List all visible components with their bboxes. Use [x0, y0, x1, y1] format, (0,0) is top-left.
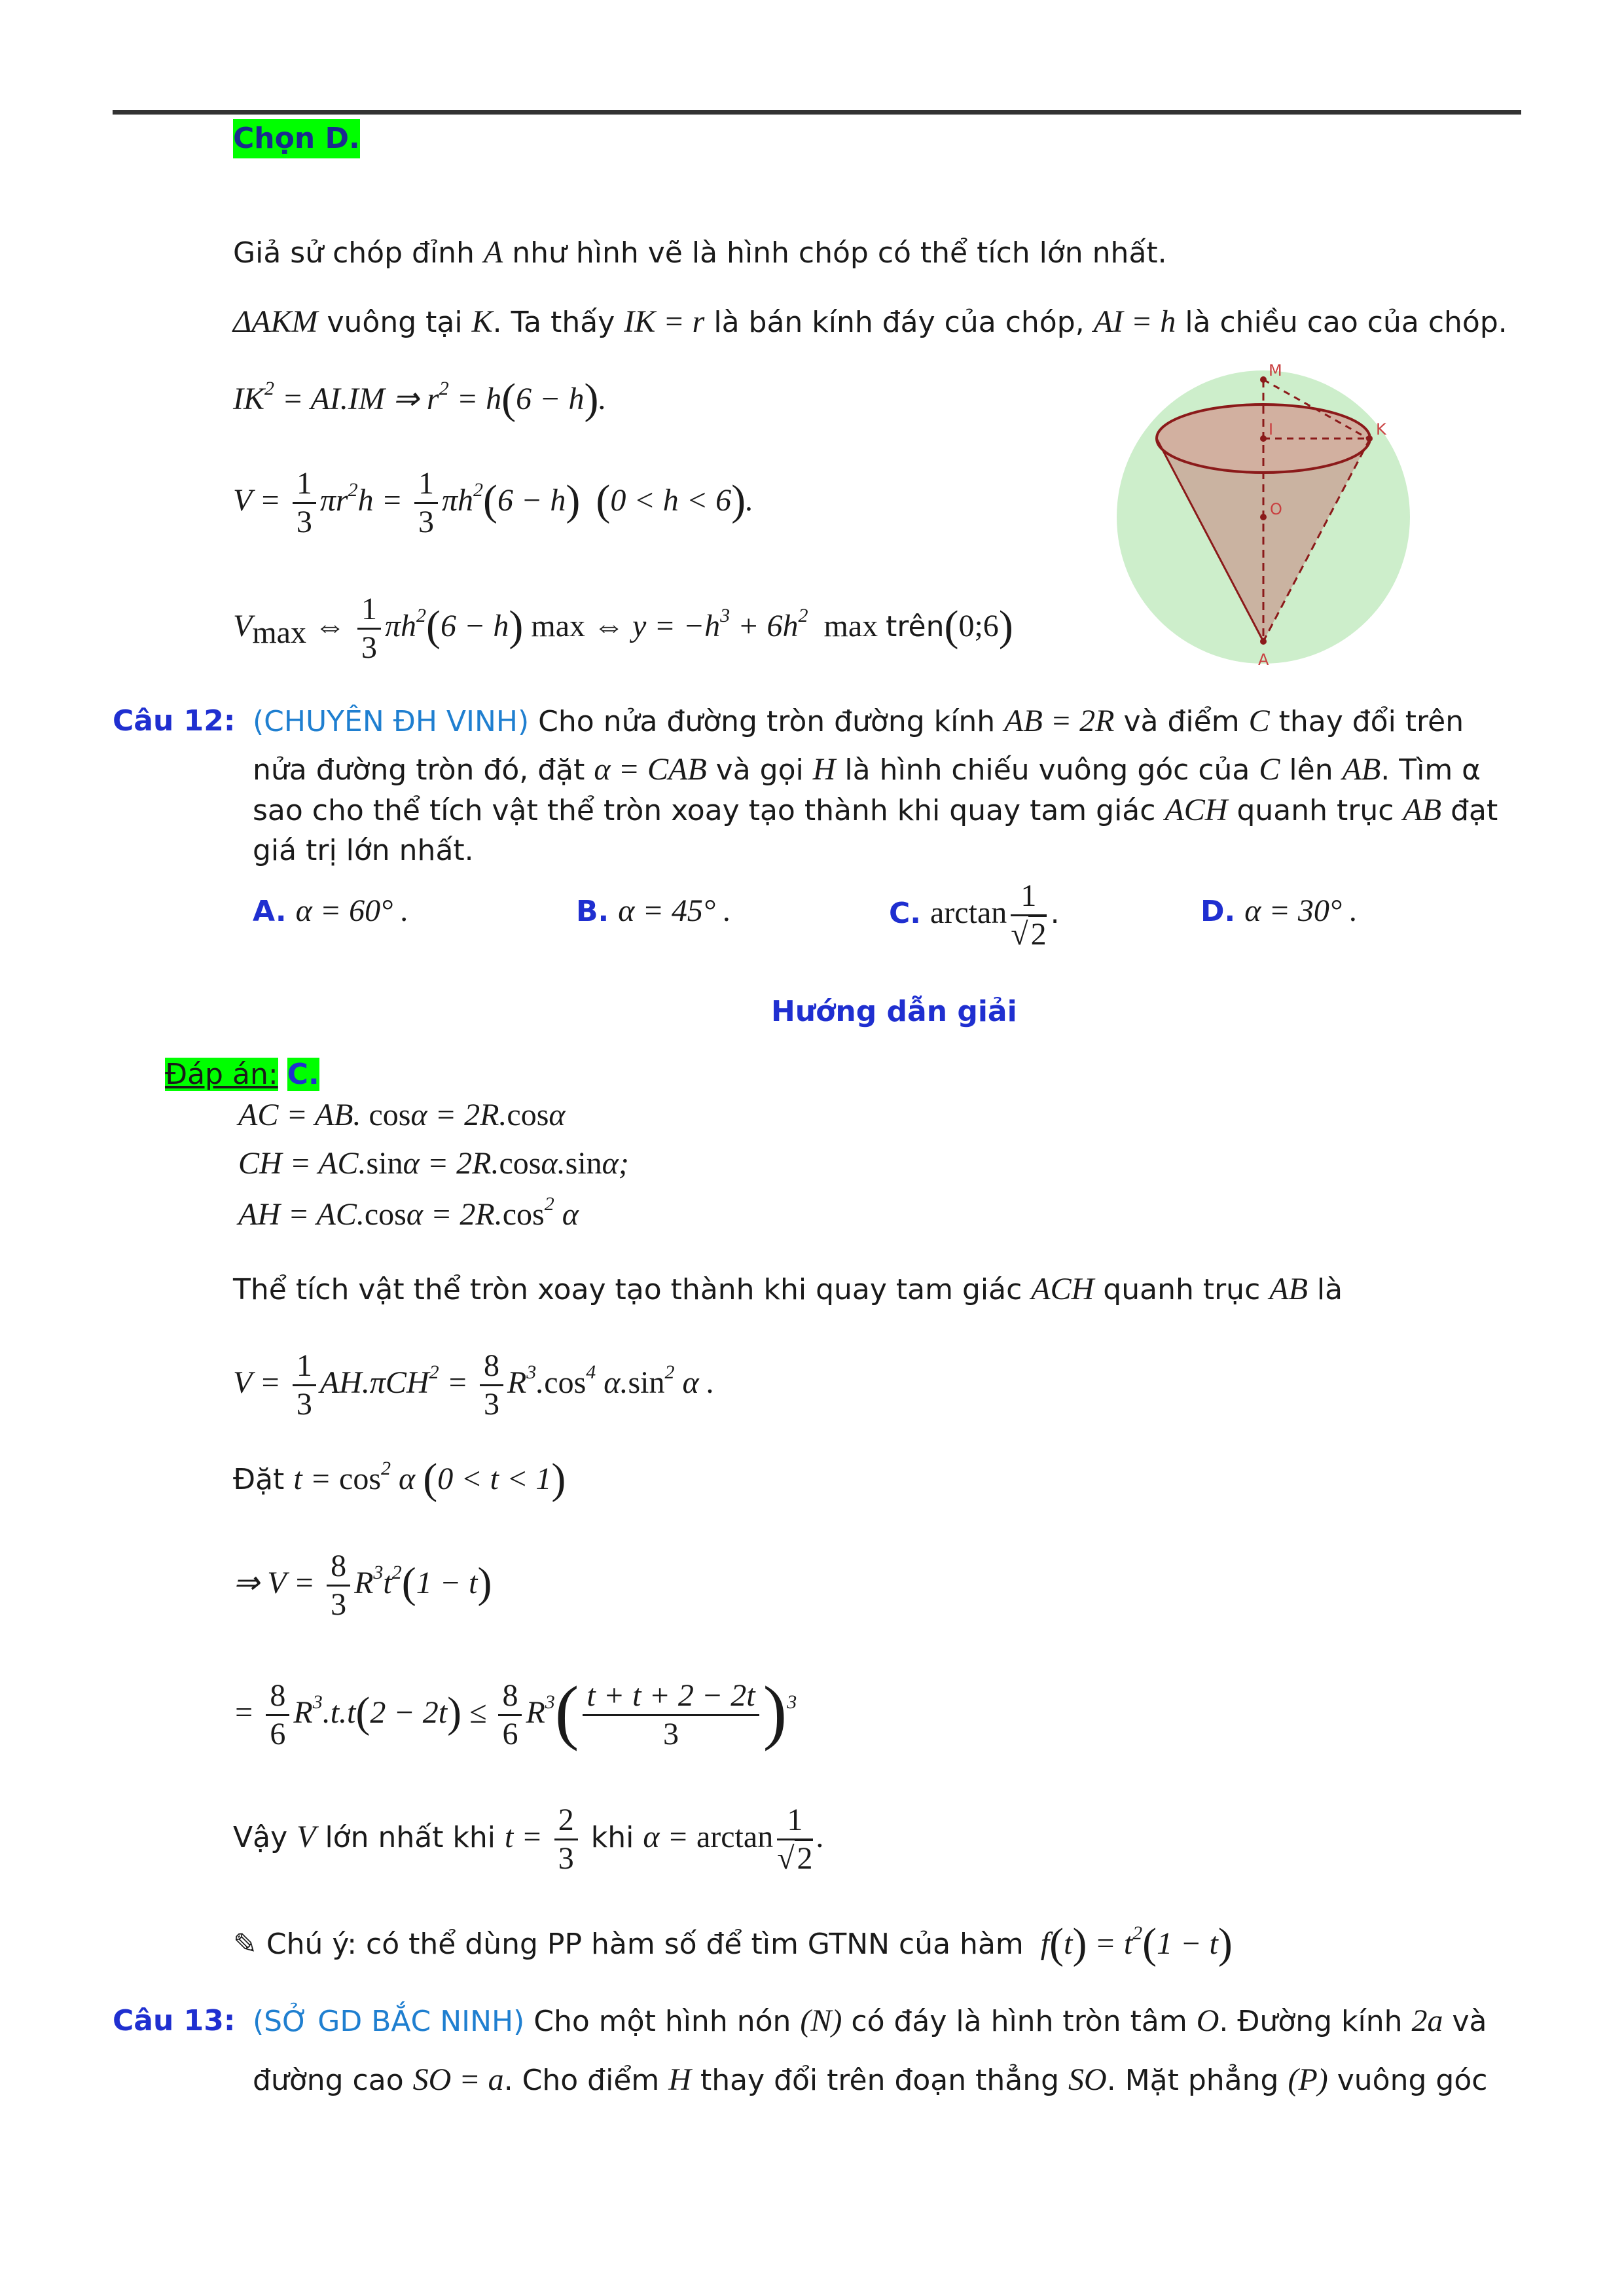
- math-var: ACH: [1031, 1272, 1094, 1306]
- cone-in-sphere-figure: [1113, 353, 1414, 694]
- text: vuông tại: [327, 306, 463, 339]
- question-12-line-1: [253, 702, 1464, 742]
- text: thay đổi trên: [1278, 705, 1464, 738]
- text: khi: [590, 1821, 634, 1854]
- point-i: [1260, 435, 1267, 442]
- question-13-line-1: [253, 2001, 1487, 2041]
- top-rule: [113, 110, 1521, 115]
- math-var: (N): [800, 2003, 842, 2038]
- question-source: (CHUYÊN ĐH VINH): [253, 705, 530, 738]
- option-d[interactable]: [1200, 891, 1358, 931]
- formula-volume-2: V = $\frac{1}{3}$ AH.πCH$^2$ = $\frac{8}{3}$ $R^3.\cos^4$ $\alpha.\sin^2$ α .: [233, 1348, 715, 1422]
- point-a: [1260, 638, 1267, 645]
- math-var: AB: [1403, 793, 1442, 827]
- formula-ac: AC = AB. cosα = 2R.cosα: [238, 1098, 566, 1132]
- point-o: [1260, 514, 1267, 520]
- math-var: K: [471, 304, 493, 339]
- text: là: [1316, 1273, 1343, 1306]
- formula-vmax: $V_{max}$ ⇔ $\frac{1}{3}$ $\pi h^2(6 - h)$ max ⇔ $y = -h^3 + 6h^2$ max trên(0;6): [233, 592, 1013, 666]
- text: và gọi: [715, 753, 804, 787]
- option-c[interactable]: C. arctan $\frac{1}{√2}$ .: [889, 878, 1060, 952]
- option-key: C.: [889, 897, 922, 930]
- math-var: C: [1259, 752, 1280, 787]
- math-var: H: [668, 2062, 691, 2097]
- math-var: AB: [1342, 752, 1381, 787]
- option-key: D.: [1200, 895, 1236, 928]
- text: và điểm: [1123, 705, 1240, 738]
- math-var: (P): [1288, 2062, 1328, 2097]
- volume-text: [233, 1270, 1343, 1310]
- text: . Cho điểm: [503, 2064, 660, 2097]
- text: Đặt: [233, 1463, 285, 1496]
- formula-am-gm: = $\frac{8}{6}$ $R^3.t.t(2 - 2t)$ ≤ $\frac{8}{6}$ $R^3$( $\frac{t + t + 2 - 2t}{3}$ )$^3$: [233, 1672, 797, 1752]
- text: là chiều cao của chóp.: [1185, 306, 1507, 339]
- label-a: A: [1258, 651, 1269, 669]
- text: Giả sử chóp đỉnh: [233, 236, 475, 270]
- label-m: M: [1269, 361, 1282, 380]
- math-expr: IK = r: [624, 304, 705, 339]
- text: trên: [886, 610, 945, 643]
- math-var: AB: [1269, 1272, 1308, 1306]
- math-var: H: [812, 752, 836, 787]
- solution-line-2: [233, 302, 1507, 342]
- text: Vậy: [233, 1821, 288, 1854]
- text: Chú ý: có thể dùng PP hàm số để tìm GTNN của hàm: [266, 1928, 1024, 1961]
- point-m: [1260, 376, 1267, 383]
- text: lớn nhất khi: [325, 1821, 496, 1854]
- text: . Ta thấy: [492, 306, 615, 339]
- math-var: SO: [1068, 2062, 1107, 2097]
- text: sao cho thể tích vật thể tròn xoay tạo thành khi quay tam giác: [253, 794, 1156, 827]
- text: đạt: [1451, 794, 1498, 827]
- formula-ah: AH = $AC.\cos\alpha = 2R.\cos^2$ α: [238, 1193, 579, 1232]
- text: là bán kính đáy của chóp,: [713, 306, 1085, 339]
- pencil-icon: ✎: [233, 1928, 257, 1961]
- option-text: α = 60° .: [295, 893, 409, 928]
- text: đường cao: [253, 2064, 404, 2097]
- formula-volume: V = $\frac{1}{3}$ $\pi r^2h$ = $\frac{1}{3}$ $\pi h^2(6 - h) (0 < h < 6)$.: [233, 466, 754, 540]
- question-13-line-2: [253, 2060, 1487, 2100]
- label-o: O: [1270, 500, 1282, 518]
- question-source: (SỞ GD BẮC NINH): [253, 2005, 525, 2038]
- note-line: ✎ Chú ý: có thể dùng PP hàm số để tìm GTNN của hàm $f(t) = t^2(1 - t)$: [233, 1920, 1233, 1967]
- text: và: [1452, 2005, 1487, 2038]
- math-expr: AB = 2R: [1004, 704, 1115, 738]
- text: như hình vẽ là hình chóp có thể tích lớn nhất.: [512, 236, 1167, 270]
- question-13-label: Câu 13:: [113, 2004, 236, 2037]
- solution-heading: Hướng dẫn giải: [771, 995, 1017, 1028]
- option-text: α = 30° .: [1244, 893, 1358, 928]
- option-text: α = 45° .: [618, 893, 732, 928]
- formula-ch: CH = AC.sinα = 2R.cosα.sinα;: [238, 1146, 629, 1181]
- question-12-label: Câu 12:: [113, 704, 236, 738]
- math-expr: AI = h: [1093, 304, 1176, 339]
- question-12-line-3: [253, 791, 1498, 831]
- math-expr: α = CAB: [594, 752, 707, 787]
- text: Cho một hình nón: [533, 2005, 791, 2038]
- text: là hình chiếu vuông góc của: [844, 753, 1250, 787]
- text: . Đường kính: [1219, 2005, 1403, 2038]
- option-b[interactable]: [576, 891, 731, 931]
- formula-volume-t: ⇒ V = $\frac{8}{3}$ $R^3t^2(1 - t)$: [233, 1549, 492, 1623]
- text: quanh trục: [1103, 1273, 1261, 1306]
- formula-ik-squared: $IK^2 = AI.IM$ ⇒ $r^2 = h(6 - h)$.: [233, 375, 607, 423]
- text: quanh trục: [1236, 794, 1394, 827]
- text: . Mặt phẳng: [1106, 2064, 1279, 2097]
- option-key: A.: [253, 895, 287, 928]
- text: Thể tích vật thể tròn xoay tạo thành khi quay tam giác: [233, 1273, 1022, 1306]
- text: thay đổi trên đoạn thẳng: [700, 2064, 1060, 2097]
- answer-line: [165, 1055, 319, 1094]
- math-var: A: [483, 235, 503, 270]
- answer-label: Đáp án:: [165, 1058, 278, 1091]
- conclusion-line: Vậy V lớn nhất khi t = $\frac{2}{3}$ khi α = arctan $\frac{1}{√2}$ .: [233, 1803, 825, 1876]
- math-triangle: ΔAKM: [233, 304, 318, 339]
- text: lên: [1289, 753, 1333, 787]
- text: nửa đường tròn đó, đặt: [253, 753, 585, 787]
- option-text: arctan: [930, 895, 1007, 930]
- point-k: [1366, 435, 1373, 442]
- text: vuông góc: [1337, 2064, 1488, 2097]
- option-key: B.: [576, 895, 609, 928]
- option-a[interactable]: [253, 891, 408, 931]
- text: Cho nửa đường tròn đường kính: [538, 705, 996, 738]
- answer-value: C.: [287, 1058, 319, 1091]
- label-i: I: [1269, 420, 1274, 439]
- text: có đáy là hình tròn tâm: [851, 2005, 1187, 2038]
- math-expr: 2a: [1411, 2003, 1443, 2038]
- math-var: ACH: [1164, 793, 1228, 827]
- math-var: O: [1196, 2003, 1219, 2038]
- substitution-line: Đặt $t = \cos^2 \alpha$ (0 < t < 1): [233, 1455, 566, 1503]
- question-12-line-4: giá trị lớn nhất.: [253, 834, 474, 867]
- label-k: K: [1376, 420, 1386, 439]
- solution-line-1: [233, 233, 1167, 273]
- math-var: C: [1248, 704, 1270, 738]
- math-expr: SO = a: [412, 2062, 504, 2097]
- text: . Tìm α: [1380, 753, 1481, 787]
- question-12-line-2: [253, 750, 1481, 790]
- previous-answer-label: Chọn D.: [233, 119, 360, 158]
